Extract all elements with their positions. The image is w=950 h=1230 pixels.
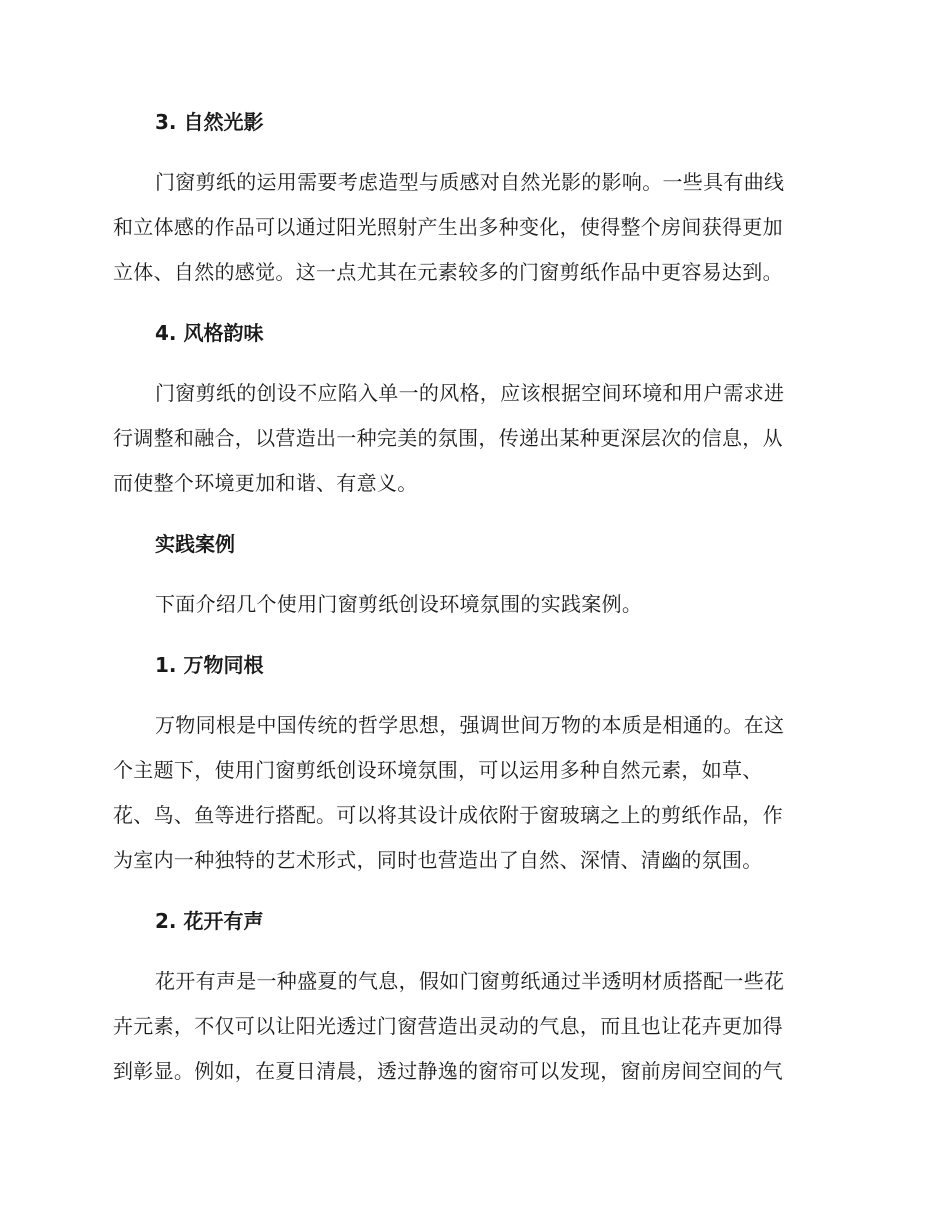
section-heading-all-things-one-root: 1. 万物同根 (155, 653, 264, 677)
text-line: 万物同根是中国传统的哲学思想，强调世间万物的本质是相通的。在这 (155, 713, 785, 737)
text-line: 门窗剪纸的创设不应陷入单一的风格，应该根据空间环境和用户需求进 (155, 381, 785, 405)
section-heading-style-charm: 4. 风格韵味 (155, 321, 264, 345)
text-line: 下面介绍几个使用门窗剪纸创设环境氛围的实践案例。 (155, 592, 643, 616)
paragraph-natural-light (113, 160, 833, 295)
text-line: 个主题下，使用门窗剪纸创设环境氛围，可以运用多种自然元素，如草、 (113, 758, 763, 782)
paragraph-flowers-bloom (113, 959, 833, 1094)
text-line: 花、鸟、鱼等进行搭配。可以将其设计成依附于窗玻璃之上的剪纸作品，作 (113, 803, 783, 827)
section-heading-natural-light: 3. 自然光影 (155, 110, 264, 134)
paragraph-style-charm (113, 371, 833, 506)
text-line: 门窗剪纸的运用需要考虑造型与质感对自然光影的影响。一些具有曲线 (155, 170, 785, 194)
section-heading-flowers-bloom: 2. 花开有声 (155, 909, 264, 933)
document-page (113, 108, 833, 1094)
text-line: 卉元素，不仅可以让阳光透过门窗营造出灵动的气息，而且也让花卉更加得 (113, 1014, 783, 1038)
paragraph-practice-cases (113, 582, 833, 627)
text-line: 和立体感的作品可以通过阳光照射产生出多种变化，使得整个房间获得更加 (113, 215, 783, 239)
text-line: 到彰显。例如，在夏日清晨，透过静逸的窗帘可以发现，窗前房间空间的气 (113, 1059, 783, 1083)
text-line: 花开有声是一种盛夏的气息，假如门窗剪纸通过半透明材质搭配一些花 (155, 969, 785, 993)
text-line: 而使整个环境更加和谐、有意义。 (113, 471, 418, 495)
text-line: 行调整和融合，以营造出一种完美的氛围，传递出某种更深层次的信息，从 (113, 426, 783, 450)
section-heading-practice-cases: 实践案例 (155, 532, 235, 556)
paragraph-all-things-one-root (113, 703, 833, 883)
text-line: 立体、自然的感觉。这一点尤其在元素较多的门窗剪纸作品中更容易达到。 (113, 260, 783, 284)
text-line: 为室内一种独特的艺术形式，同时也营造出了自然、深情、清幽的氛围。 (113, 848, 763, 872)
